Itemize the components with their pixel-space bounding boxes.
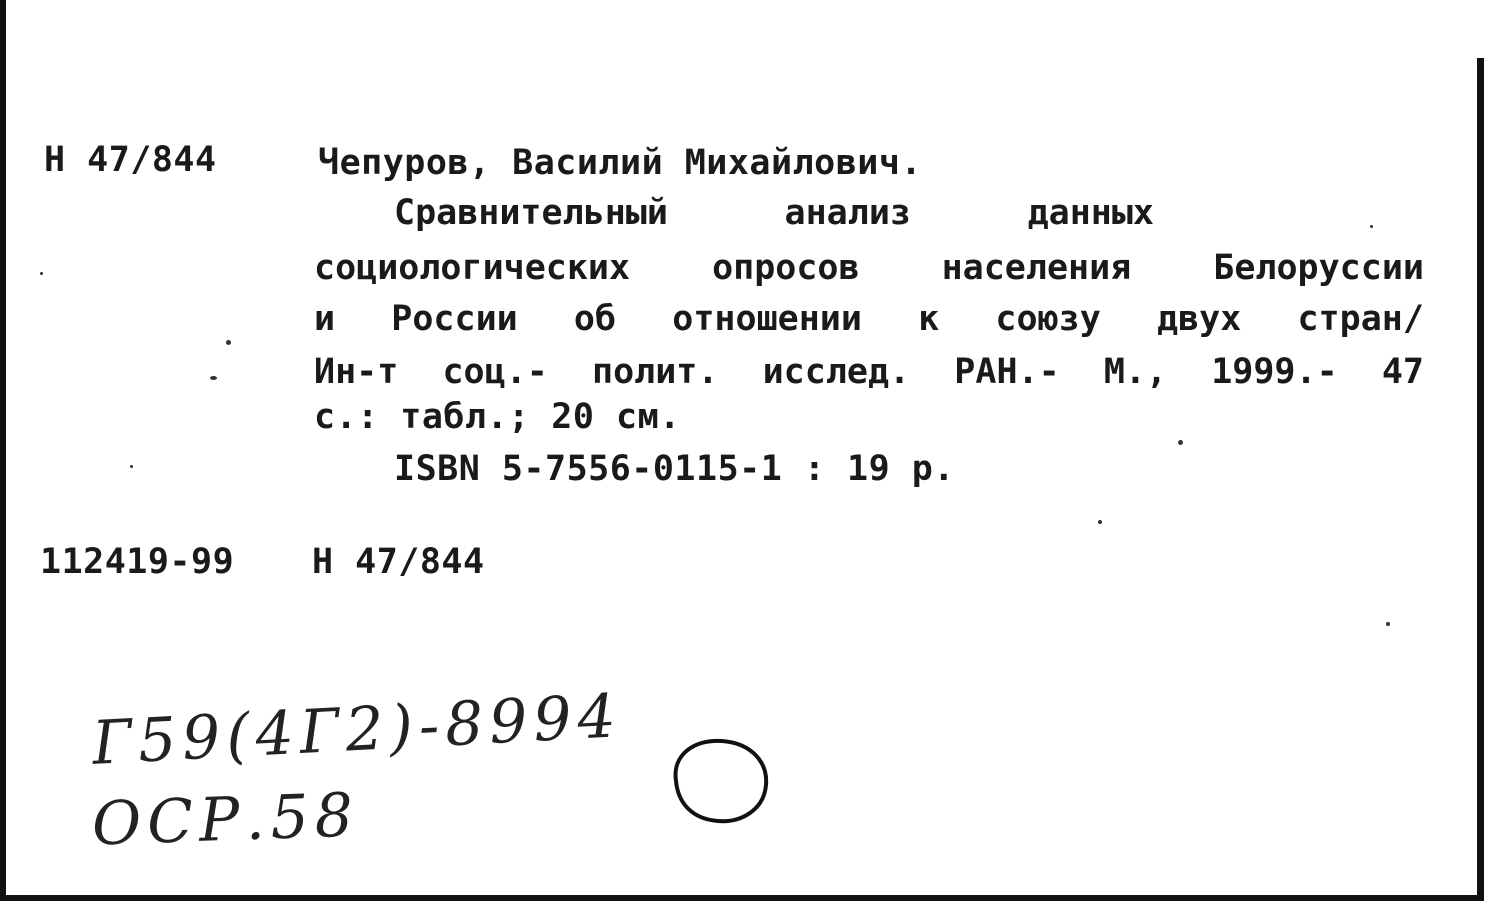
scan-speck	[1386, 622, 1390, 626]
inventory-number: 112419-99	[40, 542, 235, 582]
scan-speck	[1178, 440, 1183, 445]
publication-word: исслед.	[762, 352, 911, 392]
call-number: Н 47/844	[44, 140, 217, 180]
publication-word: 1999.-	[1211, 352, 1338, 392]
publication-word: полит.	[592, 352, 719, 392]
isbn-line: ISBN 5-7556-0115-1 : 19 р.	[394, 449, 955, 489]
title-word: Сравнительный	[394, 193, 668, 233]
title-word: социологических	[314, 248, 631, 288]
card-bottom-border	[0, 895, 1482, 901]
handwritten-code: ОСР.58	[90, 780, 361, 860]
title-word: союзу	[995, 299, 1101, 339]
title-word: об	[573, 299, 617, 339]
title-word: двух	[1156, 299, 1242, 339]
title-word: анализ	[784, 193, 911, 233]
card-right-border	[1477, 58, 1484, 901]
title-word: России	[391, 299, 518, 339]
publication-word: 47	[1381, 352, 1424, 392]
title-line-3	[314, 299, 1424, 339]
title-word: к	[918, 299, 940, 339]
scan-speck	[40, 272, 43, 275]
title-line-4	[314, 352, 1424, 392]
scan-speck	[1098, 520, 1102, 524]
title-word: опросов	[712, 248, 860, 288]
card-left-border	[0, 0, 6, 900]
scan-speck	[130, 465, 133, 468]
publication-word: Ин-т	[314, 352, 399, 392]
title-word: населения	[941, 248, 1132, 288]
scan-speck	[210, 376, 217, 380]
title-line-1	[394, 193, 1154, 233]
publication-word: соц.-	[442, 352, 548, 392]
scan-speck	[1370, 225, 1373, 228]
author-heading: Чепуров, Василий Михайлович.	[318, 143, 923, 183]
handwritten-classification: Г59(4Г2)-8994	[90, 681, 624, 779]
title-word: Белоруссии	[1213, 248, 1424, 288]
title-line-2	[314, 248, 1424, 288]
inventory-call-number: Н 47/844	[312, 542, 485, 582]
scan-speck	[226, 340, 231, 345]
publication-word: М.,	[1103, 352, 1168, 392]
title-word: и	[314, 299, 336, 339]
physical-description: с.: табл.; 20 см.	[314, 397, 681, 437]
card-punch-hole	[664, 733, 776, 828]
title-word: данных	[1027, 193, 1154, 233]
publication-word: РАН.-	[954, 352, 1060, 392]
title-word: стран/	[1297, 299, 1424, 339]
title-word: отношении	[672, 299, 862, 339]
